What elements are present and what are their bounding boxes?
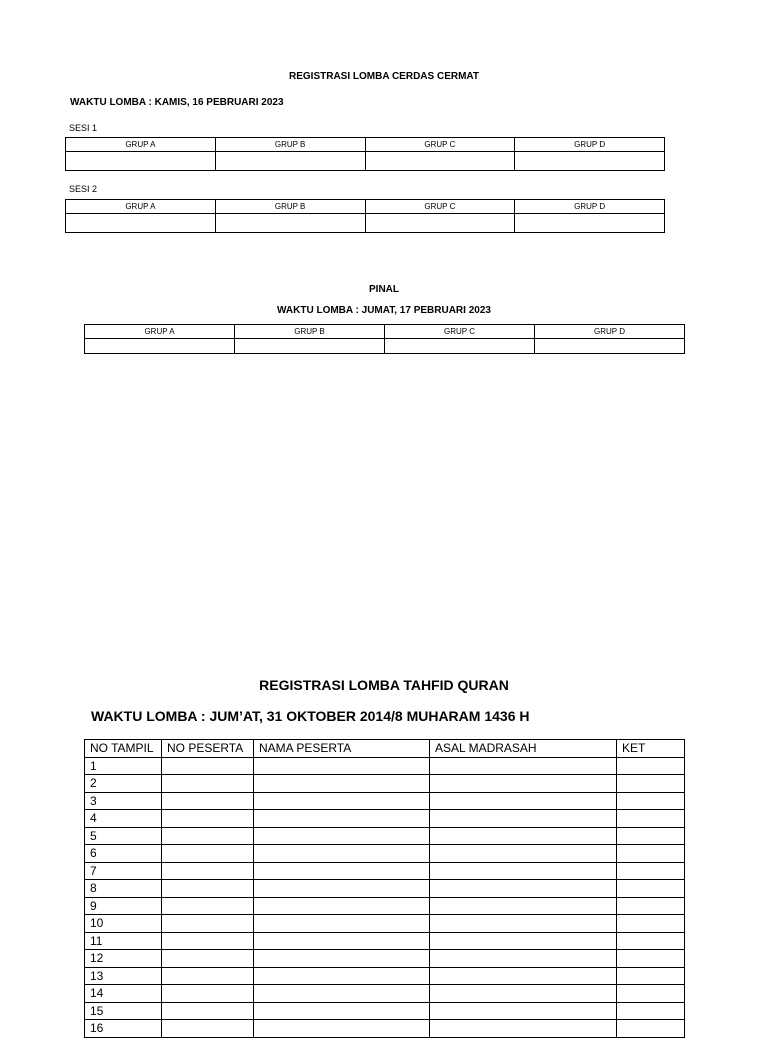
pinal-header-grup-d: GRUP D: [535, 325, 685, 339]
row-no-tampil: 11: [85, 932, 162, 950]
row-no-peserta: [162, 880, 254, 898]
header-asal-madrasah: ASAL MADRASAH: [430, 740, 617, 758]
row-no-peserta: [162, 985, 254, 1003]
row-ket: [617, 862, 685, 880]
row-no-peserta: [162, 827, 254, 845]
row-no-tampil: 10: [85, 915, 162, 933]
sesi-2-cell-grup-c: [365, 214, 515, 233]
pinal-cell-grup-c: [385, 339, 535, 354]
row-nama-peserta: [254, 1002, 430, 1020]
sesi-2-label: SESI 2: [69, 184, 98, 194]
row-no-peserta: [162, 915, 254, 933]
row-no-peserta: [162, 1020, 254, 1038]
sesi-1-cell-grup-b: [215, 152, 365, 171]
table-row: [85, 897, 685, 915]
row-asal-madrasah: [430, 897, 617, 915]
row-no-peserta: [162, 810, 254, 828]
row-no-peserta: [162, 775, 254, 793]
row-no-tampil: 13: [85, 967, 162, 985]
row-ket: [617, 845, 685, 863]
row-no-tampil: 7: [85, 862, 162, 880]
row-ket: [617, 950, 685, 968]
table-row: [85, 967, 685, 985]
table-row: [85, 985, 685, 1003]
row-asal-madrasah: [430, 810, 617, 828]
sesi-1-header-grup-c: GRUP C: [365, 138, 515, 152]
pinal-cell-grup-d: [535, 339, 685, 354]
sesi-1-header-grup-d: GRUP D: [515, 138, 665, 152]
row-no-peserta: [162, 950, 254, 968]
sesi-2-cell-grup-b: [215, 214, 365, 233]
row-nama-peserta: [254, 915, 430, 933]
row-nama-peserta: [254, 880, 430, 898]
row-ket: [617, 985, 685, 1003]
row-asal-madrasah: [430, 1002, 617, 1020]
pinal-waktu: WAKTU LOMBA : JUMAT, 17 PEBRUARI 2023: [277, 305, 491, 316]
row-no-tampil: 4: [85, 810, 162, 828]
cerdas-title: REGISTRASI LOMBA CERDAS CERMAT: [289, 71, 479, 82]
pinal-table: [84, 324, 685, 354]
tahfid-title: REGISTRASI LOMBA TAHFID QURAN: [259, 677, 509, 693]
row-nama-peserta: [254, 792, 430, 810]
row-asal-madrasah: [430, 775, 617, 793]
header-no-tampil: NO TAMPIL: [85, 740, 162, 758]
sesi-2-table: [65, 199, 665, 233]
row-asal-madrasah: [430, 862, 617, 880]
table-row: [85, 827, 685, 845]
table-row: [85, 880, 685, 898]
tahfid-waktu: WAKTU LOMBA : JUM’AT, 31 OKTOBER 2014/8 MUHARAM 1436 H: [91, 708, 530, 724]
row-ket: [617, 932, 685, 950]
row-no-tampil: 8: [85, 880, 162, 898]
table-row: [85, 862, 685, 880]
row-ket: [617, 967, 685, 985]
row-nama-peserta: [254, 845, 430, 863]
row-asal-madrasah: [430, 827, 617, 845]
row-ket: [617, 775, 685, 793]
row-nama-peserta: [254, 827, 430, 845]
row-ket: [617, 757, 685, 775]
row-no-tampil: 16: [85, 1020, 162, 1038]
sesi-1-cell-grup-a: [66, 152, 216, 171]
row-no-tampil: 12: [85, 950, 162, 968]
row-ket: [617, 880, 685, 898]
row-asal-madrasah: [430, 967, 617, 985]
row-no-peserta: [162, 757, 254, 775]
tahfid-table: [84, 739, 685, 1038]
row-asal-madrasah: [430, 950, 617, 968]
row-no-peserta: [162, 967, 254, 985]
sesi-1-header-grup-a: GRUP A: [66, 138, 216, 152]
row-no-peserta: [162, 845, 254, 863]
table-row: [85, 757, 685, 775]
row-no-tampil: 2: [85, 775, 162, 793]
row-nama-peserta: [254, 1020, 430, 1038]
table-row: [85, 810, 685, 828]
pinal-header-grup-c: GRUP C: [385, 325, 535, 339]
row-no-tampil: 1: [85, 757, 162, 775]
sesi-1-cell-grup-c: [365, 152, 515, 171]
table-row: [85, 915, 685, 933]
row-ket: [617, 827, 685, 845]
row-no-tampil: 15: [85, 1002, 162, 1020]
row-asal-madrasah: [430, 845, 617, 863]
row-asal-madrasah: [430, 985, 617, 1003]
header-no-peserta: NO PESERTA: [162, 740, 254, 758]
table-row: [85, 845, 685, 863]
pinal-header-grup-a: GRUP A: [85, 325, 235, 339]
row-no-peserta: [162, 932, 254, 950]
row-asal-madrasah: [430, 932, 617, 950]
pinal-cell-grup-a: [85, 339, 235, 354]
row-nama-peserta: [254, 810, 430, 828]
table-row: [85, 775, 685, 793]
row-no-tampil: 5: [85, 827, 162, 845]
table-row: [85, 950, 685, 968]
row-asal-madrasah: [430, 880, 617, 898]
cerdas-waktu: WAKTU LOMBA : KAMIS, 16 PEBRUARI 2023: [70, 97, 284, 108]
row-asal-madrasah: [430, 915, 617, 933]
row-nama-peserta: [254, 775, 430, 793]
row-ket: [617, 1020, 685, 1038]
sesi-1-header-grup-b: GRUP B: [215, 138, 365, 152]
pinal-header-grup-b: GRUP B: [235, 325, 385, 339]
sesi-1-table: [65, 137, 665, 171]
row-no-tampil: 3: [85, 792, 162, 810]
row-nama-peserta: [254, 950, 430, 968]
table-row: [85, 1020, 685, 1038]
sesi-2-cell-grup-a: [66, 214, 216, 233]
row-no-peserta: [162, 1002, 254, 1020]
sesi-1-label: SESI 1: [69, 123, 98, 133]
pinal-title: PINAL: [369, 284, 399, 295]
table-row: [85, 792, 685, 810]
header-nama-peserta: NAMA PESERTA: [254, 740, 430, 758]
row-nama-peserta: [254, 897, 430, 915]
pinal-cell-grup-b: [235, 339, 385, 354]
sesi-2-header-grup-c: GRUP C: [365, 200, 515, 214]
row-no-tampil: 9: [85, 897, 162, 915]
row-no-peserta: [162, 897, 254, 915]
row-ket: [617, 810, 685, 828]
row-asal-madrasah: [430, 1020, 617, 1038]
row-no-tampil: 6: [85, 845, 162, 863]
row-nama-peserta: [254, 757, 430, 775]
row-ket: [617, 915, 685, 933]
table-row: [85, 932, 685, 950]
row-ket: [617, 897, 685, 915]
row-nama-peserta: [254, 985, 430, 1003]
row-ket: [617, 1002, 685, 1020]
row-nama-peserta: [254, 932, 430, 950]
row-no-peserta: [162, 792, 254, 810]
row-no-tampil: 14: [85, 985, 162, 1003]
row-asal-madrasah: [430, 757, 617, 775]
sesi-2-header-grup-b: GRUP B: [215, 200, 365, 214]
sesi-2-header-grup-d: GRUP D: [515, 200, 665, 214]
sesi-2-header-grup-a: GRUP A: [66, 200, 216, 214]
row-ket: [617, 792, 685, 810]
row-nama-peserta: [254, 967, 430, 985]
tahfid-header-row: [85, 740, 685, 758]
sesi-1-cell-grup-d: [515, 152, 665, 171]
row-no-peserta: [162, 862, 254, 880]
header-ket: KET: [617, 740, 685, 758]
sesi-2-cell-grup-d: [515, 214, 665, 233]
row-asal-madrasah: [430, 792, 617, 810]
table-row: [85, 1002, 685, 1020]
row-nama-peserta: [254, 862, 430, 880]
